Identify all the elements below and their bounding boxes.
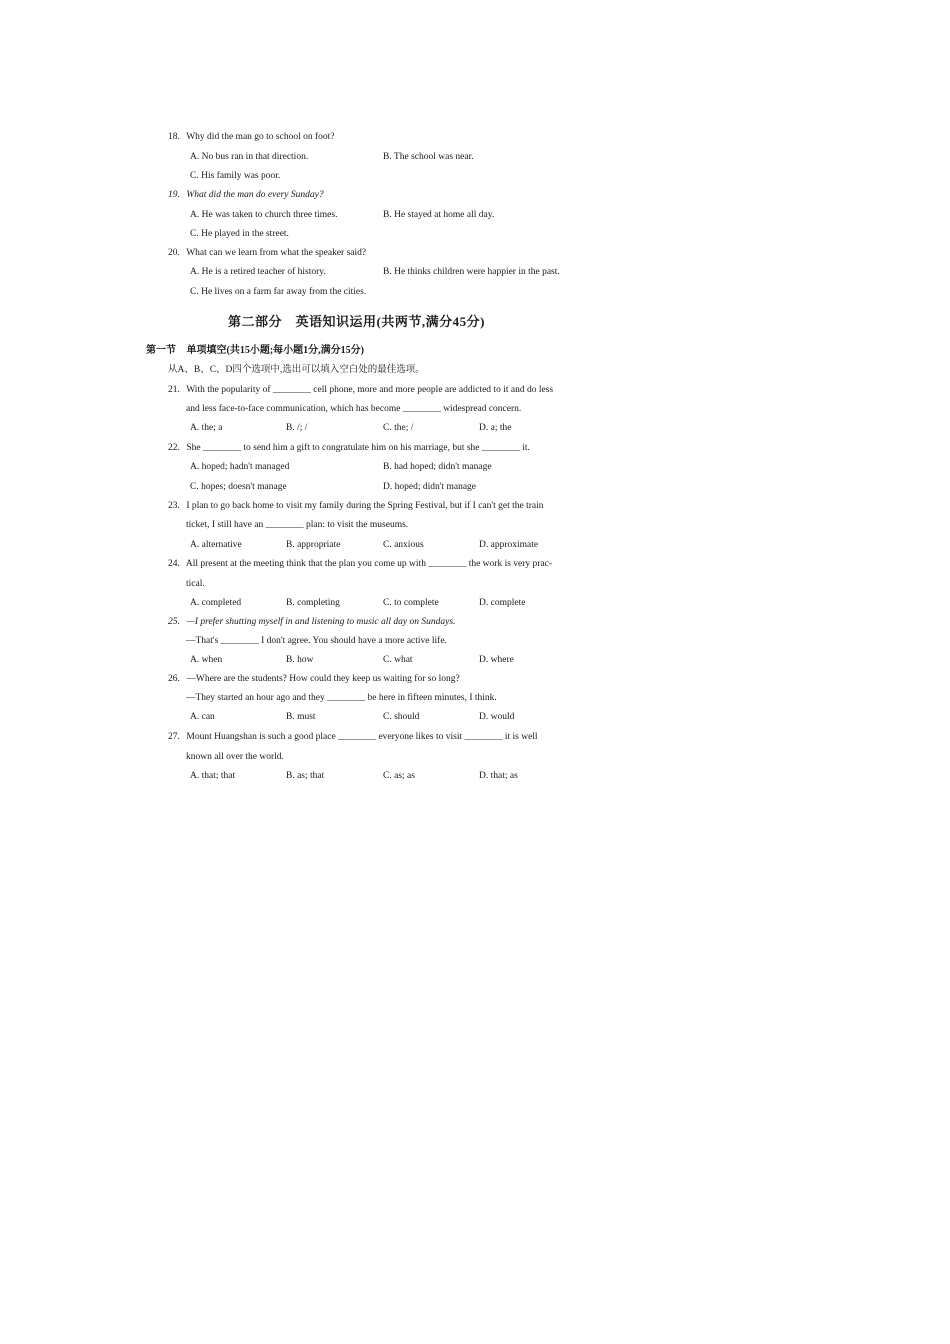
question-number: 22.	[168, 443, 180, 453]
option-b: B. completing	[286, 598, 340, 608]
option-a: A. when	[190, 655, 223, 665]
option-a: A. hoped; hadn't managed	[190, 462, 290, 472]
option-b: B. appropriate	[286, 540, 341, 550]
question-stem: Why did the man go to school on foot?	[186, 132, 335, 142]
question-line-1: —I prefer shutting myself in and listening to music all day on Sundays.	[186, 617, 456, 627]
option-a: A. the; a	[190, 423, 223, 433]
question-number: 20.	[168, 248, 180, 258]
option-c: C. hopes; doesn't manage	[190, 482, 287, 492]
question-line-2: tical.	[186, 579, 205, 589]
question-25	[168, 616, 608, 628]
question-number: 27.	[168, 732, 180, 742]
question-line-1: Mount Huangshan is such a good place ________ everyone likes to visit ________ it is well	[186, 732, 538, 742]
option-b: B. /; /	[286, 423, 308, 433]
part-two-title: 第二部分 英语知识运用(共两节,满分45分)	[228, 314, 485, 329]
option-b: B. The school was near.	[383, 152, 474, 162]
option-c: C. His family was poor.	[190, 171, 281, 181]
section-instruction: 从A、B、C、D四个选项中,选出可以填入空白处的最佳选项。	[168, 365, 425, 375]
option-c: C. He lives on a farm far away from the cities.	[190, 287, 367, 297]
question-line-2: ticket, I still have an ________ plan: to visit the museums.	[186, 520, 409, 530]
question-21	[168, 384, 608, 396]
option-d: D. hoped; didn't manage	[383, 482, 476, 492]
question-number: 23.	[168, 501, 180, 511]
question-line-2: —They started an hour ago and they ________ be here in fifteen minutes, I think.	[186, 693, 497, 703]
question-line-2: —That's ________ I don't agree. You should have a more active life.	[186, 636, 447, 646]
question-line-1: —Where are the students? How could they keep us waiting for so long?	[186, 674, 460, 684]
option-a: A. that; that	[190, 771, 236, 781]
option-a: A. He is a retired teacher of history.	[190, 267, 326, 277]
option-b: B. as; that	[286, 771, 325, 781]
option-d: D. where	[479, 655, 514, 665]
option-a: A. No bus ran in that direction.	[190, 152, 309, 162]
option-d: D. that; as	[479, 771, 518, 781]
question-number: 18.	[168, 132, 180, 142]
option-d: D. would	[479, 712, 515, 722]
question-20	[168, 247, 608, 259]
option-b: B. He thinks children were happier in the past.	[383, 267, 560, 277]
question-line-1: All present at the meeting think that the plan you come up with ________ the work is very prac-	[185, 559, 553, 569]
question-23	[168, 500, 608, 512]
option-a: A. alternative	[190, 540, 242, 550]
section-description: 单项填空(共15小题;每小题1分,满分15分)	[186, 345, 364, 356]
question-22	[168, 442, 608, 454]
question-number: 21.	[168, 385, 180, 395]
option-c: C. what	[383, 655, 413, 665]
question-line-2: and less face-to-face communication, which has become ________ widespread concern.	[186, 404, 522, 414]
question-24	[168, 558, 608, 570]
question-27	[168, 731, 608, 743]
question-line-1: With the popularity of ________ cell phone, more and more people are addicted to it and do less	[186, 385, 554, 395]
option-a: A. completed	[190, 598, 242, 608]
option-b: B. must	[286, 712, 316, 722]
question-number: 19.	[168, 190, 180, 200]
question-stem: What can we learn from what the speaker said?	[186, 248, 367, 258]
option-d: D. approximate	[479, 540, 539, 550]
option-c: C. as; as	[383, 771, 415, 781]
question-stem: What did the man do every Sunday?	[186, 190, 324, 200]
option-d: D. complete	[479, 598, 526, 608]
option-b: B. how	[286, 655, 314, 665]
question-18	[168, 131, 608, 143]
question-26	[168, 673, 608, 685]
question-number: 26.	[168, 674, 180, 684]
option-d: D. a; the	[479, 423, 512, 433]
section-one-header	[146, 344, 364, 357]
option-b: B. had hoped; didn't manage	[383, 462, 492, 472]
question-19	[168, 189, 608, 201]
option-c: C. to complete	[383, 598, 439, 608]
option-a: A. He was taken to church three times.	[190, 210, 338, 220]
question-line-2: known all over the world.	[186, 752, 284, 762]
option-b: B. He stayed at home all day.	[383, 210, 495, 220]
question-line-1: She ________ to send him a gift to congratulate him on his marriage, but she ________ it.	[186, 443, 530, 453]
option-c: C. anxious	[383, 540, 424, 550]
question-number: 24.	[168, 559, 180, 569]
section-label: 第一节	[146, 345, 176, 356]
option-c: C. the; /	[383, 423, 414, 433]
option-c: C. should	[383, 712, 420, 722]
option-a: A. can	[190, 712, 215, 722]
question-line-1: I plan to go back home to visit my family during the Spring Festival, but if I can't get the train	[186, 501, 544, 511]
option-c: C. He played in the street.	[190, 229, 289, 239]
question-number: 25.	[168, 617, 180, 627]
